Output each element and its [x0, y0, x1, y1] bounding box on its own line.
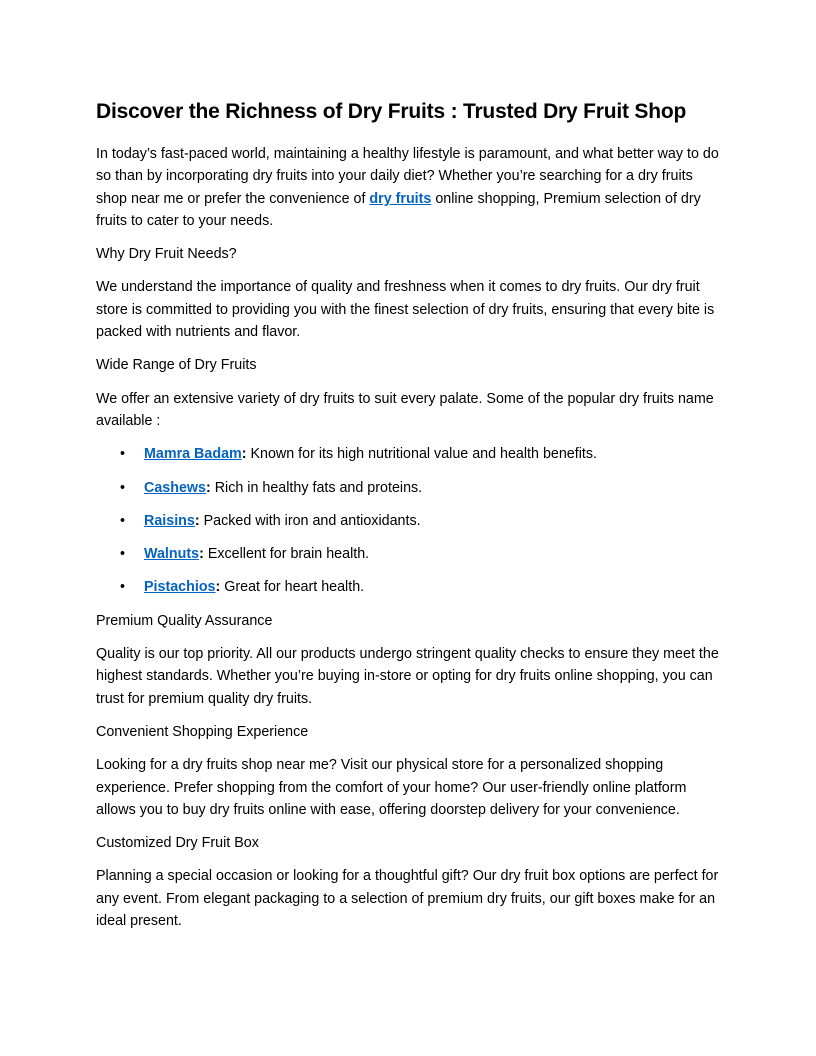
shopping-body: Looking for a dry fruits shop near me? Visit our physical store for a personalized shopping experience. Prefer shopping from the comfort of your home? Our user-friendly online platform allows you to buy dry fruits online with ease, offering doorstep delivery for your convenience. [96, 757, 687, 818]
dry-fruits-link[interactable]: dry fruits [369, 190, 432, 207]
quality-body: Quality is our top priority. All our products undergo stringent quality checks to ensure they meet the highest standards. Whether you’re buying in-store or opting for dry fruits online shopping, you can trust for premium quality dry fruits. [96, 646, 719, 707]
bullet-icon: • [120, 479, 126, 496]
list-item [120, 576, 724, 598]
list-item [120, 443, 724, 465]
colon: : [215, 579, 221, 596]
box-body: Planning a special occasion or looking for a thoughtful gift? Our dry fruit box options are perfect for any event. From elegant packaging to a selection of premium dry fruits, our gift boxes make for an ideal present. [96, 868, 719, 930]
intro-text-after: online shopping, Premium selection of dry fruits to cater to your needs. [96, 190, 701, 229]
intro-paragraph [96, 143, 724, 232]
fruit-link-cashews[interactable]: Cashews [144, 479, 206, 496]
intro-text-before: In today’s fast-paced world, maintaining a healthy lifestyle is paramount, and what better way to do so than by incorporating dry fruits into your daily diet? Whether you’re searching for a dry fruits shop near me or prefer the convenience of [96, 146, 719, 207]
fruit-description: Known for its high nutritional value and health benefits. [246, 446, 597, 463]
box-heading: Customized Dry Fruit Box [96, 835, 259, 852]
colon: : [199, 546, 204, 563]
list-item [120, 477, 724, 499]
fruit-link-walnuts[interactable]: Walnuts [144, 546, 200, 563]
fruit-list [96, 443, 724, 598]
colon: : [205, 479, 211, 496]
list-item [120, 543, 724, 565]
why-heading: Why Dry Fruit Needs? [96, 246, 237, 263]
shopping-heading: Convenient Shopping Experience [96, 723, 309, 740]
colon: : [194, 512, 200, 529]
fruit-description: Excellent for brain health. [203, 546, 370, 563]
quality-heading: Premium Quality Assurance [96, 612, 273, 629]
fruit-description: Great for heart health. [220, 579, 365, 596]
fruit-description: Packed with iron and antioxidants. [199, 512, 421, 529]
bullet-icon: • [120, 512, 126, 529]
range-heading: Wide Range of Dry Fruits [96, 357, 257, 374]
page-title: Discover the Richness of Dry Fruits : Trusted Dry Fruit Shop [96, 100, 687, 123]
fruit-description: Rich in healthy fats and proteins. [210, 479, 423, 496]
bullet-icon: • [120, 546, 126, 563]
document-page [96, 97, 724, 943]
fruit-link-mamra-badam[interactable]: Mamra Badam [144, 446, 242, 463]
fruit-link-pistachios[interactable]: Pistachios [144, 579, 216, 596]
why-body: We understand the importance of quality and freshness when it comes to dry fruits. Our dry fruit store is committed to providing you with the finest selection of dry fruits, ensuring that every bite is packed with nutrients and flavor. [96, 279, 715, 341]
colon: : [241, 446, 247, 463]
fruit-link-raisins[interactable]: Raisins [144, 512, 195, 529]
list-item [120, 510, 724, 532]
bullet-icon: • [120, 446, 126, 463]
bullet-icon: • [120, 579, 126, 596]
range-body: We offer an extensive variety of dry fruits to suit every palate. Some of the popular dry fruits name available : [96, 390, 714, 429]
